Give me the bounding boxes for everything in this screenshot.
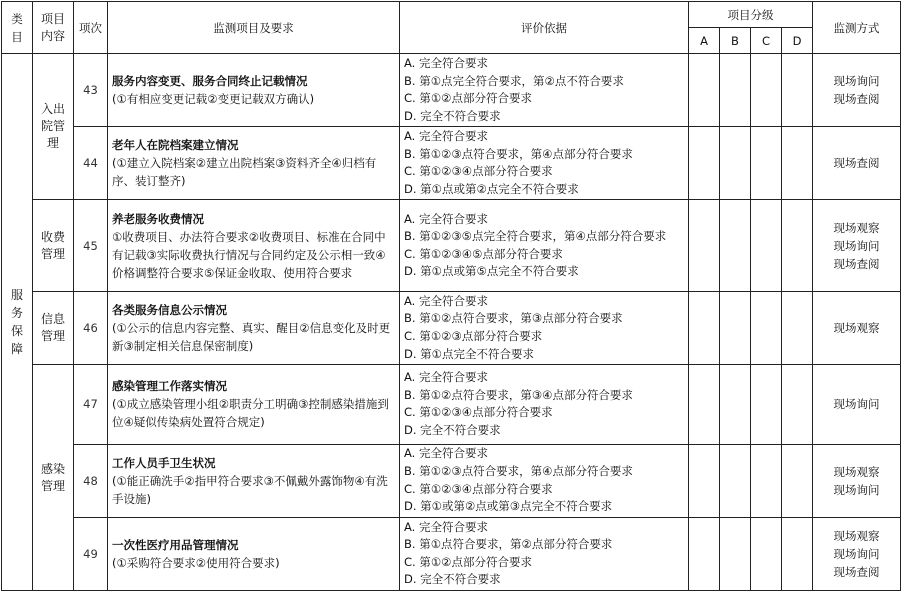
grade-d-cell[interactable] xyxy=(782,517,813,590)
item-cell: 感染管理工作落实情况 (①成立感染管理小组②职责分工明确③控制感染措施到位④疑似传染病处置符合规定) xyxy=(108,365,400,444)
item-cell: 工作人员手卫生状况 (①能正确洗手②指甲符合要求③不佩戴外露饰物④有洗手设施) xyxy=(108,444,400,517)
header-project: 项目内容 xyxy=(33,2,74,54)
criteria-cell: A. 完全符合要求 B. 第①点符合要求，第②点部分符合要求 C. 第①②点部分符合要求 D. 完全不符合要求 xyxy=(400,517,689,590)
grade-d-cell[interactable] xyxy=(782,127,813,200)
group-cell: 收费管理 xyxy=(33,200,74,292)
item-cell: 服务内容变更、服务合同终止记载情况 (①有相应变更记载②变更记载双方确认) xyxy=(108,54,400,127)
item-cell: 老年人在院档案建立情况 (①建立入院档案②建立出院档案③资料齐全④归档有序、装订整齐) xyxy=(108,127,400,200)
grade-a-cell[interactable] xyxy=(689,444,720,517)
method-cell: 现场观察 现场询问 xyxy=(813,444,901,517)
header-grade-d: D xyxy=(782,28,813,54)
grade-a-cell[interactable] xyxy=(689,54,720,127)
header-category: 类目 xyxy=(2,2,33,54)
grade-d-cell[interactable] xyxy=(782,54,813,127)
grade-d-cell[interactable] xyxy=(782,200,813,292)
grade-b-cell[interactable] xyxy=(720,444,751,517)
item-cell: 养老服务收费情况 ①收费项目、办法符合要求②收费项目、标准在合同中有记载③实际收费执行情况与合同约定及公示相一致④价格调整符合要求⑤保证金收取、使用符合要求 xyxy=(108,200,400,292)
grade-a-cell[interactable] xyxy=(689,127,720,200)
header-grading: 项目分级 xyxy=(689,2,813,28)
grade-c-cell[interactable] xyxy=(751,54,782,127)
grade-b-cell[interactable] xyxy=(720,517,751,590)
criteria-cell: A. 完全符合要求 B. 第①②③点符合要求，第④点部分符合要求 C. 第①②③④点部分符合要求 D. 第①点或第②点完全不符合要求 xyxy=(400,127,689,200)
header-method: 监测方式 xyxy=(813,2,901,54)
index-cell: 46 xyxy=(74,291,108,364)
method-cell: 现场查阅 xyxy=(813,127,901,200)
grade-b-cell[interactable] xyxy=(720,291,751,364)
method-cell: 现场观察 现场询问 现场查阅 xyxy=(813,517,901,590)
grade-c-cell[interactable] xyxy=(751,200,782,292)
grade-b-cell[interactable] xyxy=(720,200,751,292)
grade-c-cell[interactable] xyxy=(751,365,782,444)
index-cell: 48 xyxy=(74,444,108,517)
grade-a-cell[interactable] xyxy=(689,517,720,590)
table-row xyxy=(2,127,901,200)
grade-b-cell[interactable] xyxy=(720,365,751,444)
index-cell: 44 xyxy=(74,127,108,200)
category-cell: 服务保障 xyxy=(2,54,33,591)
grade-b-cell[interactable] xyxy=(720,127,751,200)
header-index: 项次 xyxy=(74,2,108,54)
index-cell: 43 xyxy=(74,54,108,127)
grade-a-cell[interactable] xyxy=(689,291,720,364)
grade-d-cell[interactable] xyxy=(782,291,813,364)
evaluation-table xyxy=(1,1,901,591)
group-cell: 信息管理 xyxy=(33,291,74,364)
method-cell: 现场观察 xyxy=(813,291,901,364)
grade-d-cell[interactable] xyxy=(782,365,813,444)
method-cell: 现场观察 现场询问 现场查阅 xyxy=(813,200,901,292)
grade-a-cell[interactable] xyxy=(689,365,720,444)
table-row xyxy=(2,54,901,127)
grade-c-cell[interactable] xyxy=(751,127,782,200)
header-grade-c: C xyxy=(751,28,782,54)
grade-c-cell[interactable] xyxy=(751,444,782,517)
index-cell: 45 xyxy=(74,200,108,292)
criteria-cell: A. 完全符合要求 B. 第①②③⑤点完全符合要求，第④点部分符合要求 C. 第①②③④⑤点部分符合要求 D. 第①点或第⑤点完全不符合要求 xyxy=(400,200,689,292)
criteria-cell: A. 完全符合要求 B. 第①②点符合要求，第③④点部分符合要求 C. 第①②③④点部分符合要求 D. 完全不符合要求 xyxy=(400,365,689,444)
criteria-cell: A. 完全符合要求 B. 第①②点符合要求，第③点部分符合要求 C. 第①②③点部分符合要求 D. 第①点完全不符合要求 xyxy=(400,291,689,364)
grade-b-cell[interactable] xyxy=(720,54,751,127)
item-cell: 各类服务信息公示情况 (①公示的信息内容完整、真实、醒目②信息变化及时更新③制定相关信息保密制度) xyxy=(108,291,400,364)
criteria-cell: A. 完全符合要求 B. 第①点完全符合要求，第②点不符合要求 C. 第①②点部分符合要求 D. 完全不符合要求 xyxy=(400,54,689,127)
grade-a-cell[interactable] xyxy=(689,200,720,292)
group-cell: 感染管理 xyxy=(33,365,74,591)
header-criteria: 评价依据 xyxy=(400,2,689,54)
header-item: 监测项目及要求 xyxy=(108,2,400,54)
header-grade-b: B xyxy=(720,28,751,54)
index-cell: 47 xyxy=(74,365,108,444)
table-row xyxy=(2,444,901,517)
grade-d-cell[interactable] xyxy=(782,444,813,517)
item-cell: 一次性医疗用品管理情况 (①采购符合要求②使用符合要求) xyxy=(108,517,400,590)
grade-c-cell[interactable] xyxy=(751,291,782,364)
grade-c-cell[interactable] xyxy=(751,517,782,590)
table-row xyxy=(2,365,901,444)
header-grade-a: A xyxy=(689,28,720,54)
criteria-cell: A. 完全符合要求 B. 第①②③点符合要求，第④点部分符合要求 C. 第①②③④点部分符合要求 D. 第①或第②点或第③点完全不符合要求 xyxy=(400,444,689,517)
group-cell: 入出院管理 xyxy=(33,54,74,200)
table-row xyxy=(2,517,901,590)
table-row xyxy=(2,200,901,292)
method-cell: 现场询问 xyxy=(813,365,901,444)
index-cell: 49 xyxy=(74,517,108,590)
method-cell: 现场询问 现场查阅 xyxy=(813,54,901,127)
table-row xyxy=(2,291,901,364)
